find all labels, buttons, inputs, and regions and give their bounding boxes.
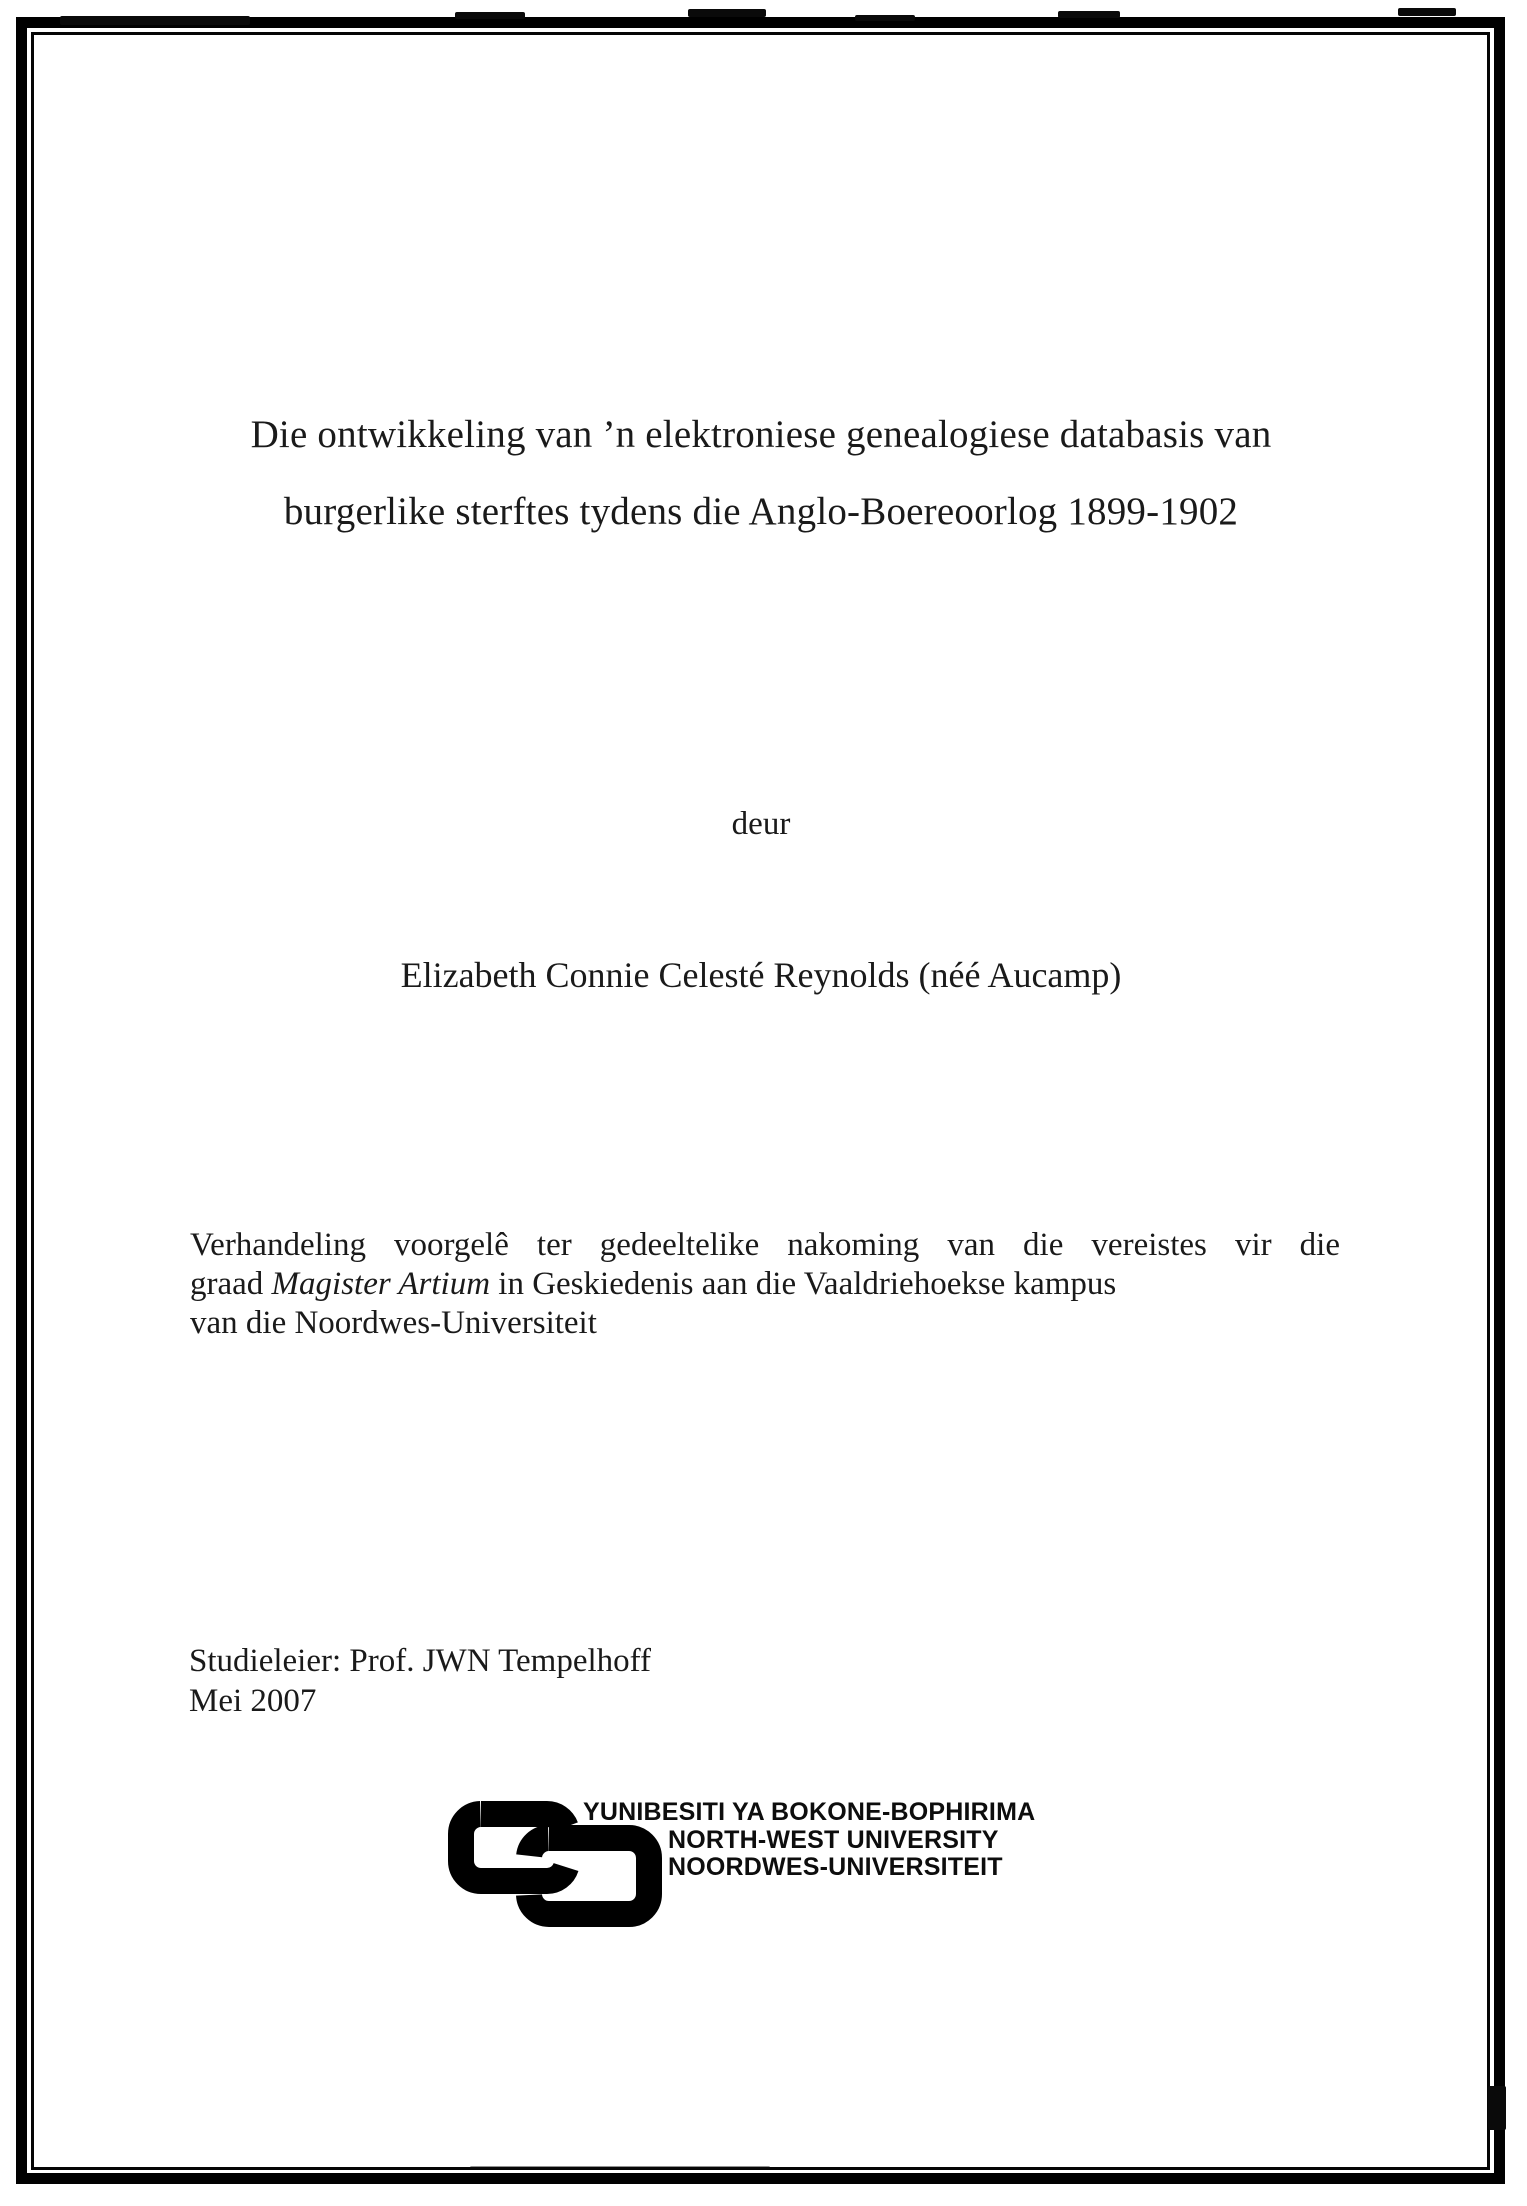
author-name: Elizabeth Connie Celesté Reynolds (néé Aucamp)	[400, 955, 1122, 995]
scan-artifact	[470, 2166, 770, 2169]
degree-name-italic: Magister Artium	[271, 1266, 491, 1302]
logo-line-english: NORTH-WEST UNIVERSITY	[668, 1825, 999, 1854]
date-line: Mei 2007	[189, 1683, 317, 1719]
scan-artifact	[1058, 11, 1120, 18]
degree-statement-line1: Verhandeling voorgelê ter gedeeltelike nakoming van die vereistes vir die	[190, 1227, 1340, 1263]
degree-statement-line2-post: in Geskiedenis aan die Vaaldriehoekse kampus	[490, 1266, 1117, 1302]
logo-line-afrikaans: NOORDWES-UNIVERSITEIT	[668, 1853, 1003, 1881]
degree-statement-line3: van die Noordwes-Universiteit	[190, 1305, 597, 1341]
supervisor-block	[189, 1641, 651, 1721]
scan-artifact	[688, 9, 766, 17]
thesis-title-line2: burgerlike sterftes tydens die Anglo-Boereoorlog 1899-1902	[283, 490, 1239, 533]
supervisor-line: Studieleier: Prof. JWN Tempelhoff	[189, 1643, 652, 1679]
scan-artifact	[60, 16, 250, 25]
scan-artifact	[1398, 8, 1456, 16]
university-logo	[448, 1798, 1108, 1933]
degree-statement-line2-pre: graad	[190, 1266, 272, 1302]
scan-artifact	[855, 15, 915, 21]
scan-artifact	[455, 12, 525, 19]
degree-statement-line2	[190, 1265, 1340, 1304]
thesis-title-line1: Die ontwikkeling van ’n elektroniese genealogiese databasis van	[250, 413, 1272, 456]
thesis-title	[45, 396, 1477, 550]
university-logo-text	[583, 1798, 1036, 1882]
degree-statement	[190, 1226, 1340, 1343]
logo-line-setswana: YUNIBESITI YA BOKONE-BOPHIRIMA	[583, 1798, 1036, 1826]
byline-label: deur	[731, 806, 791, 842]
scan-artifact	[1488, 2086, 1506, 2130]
